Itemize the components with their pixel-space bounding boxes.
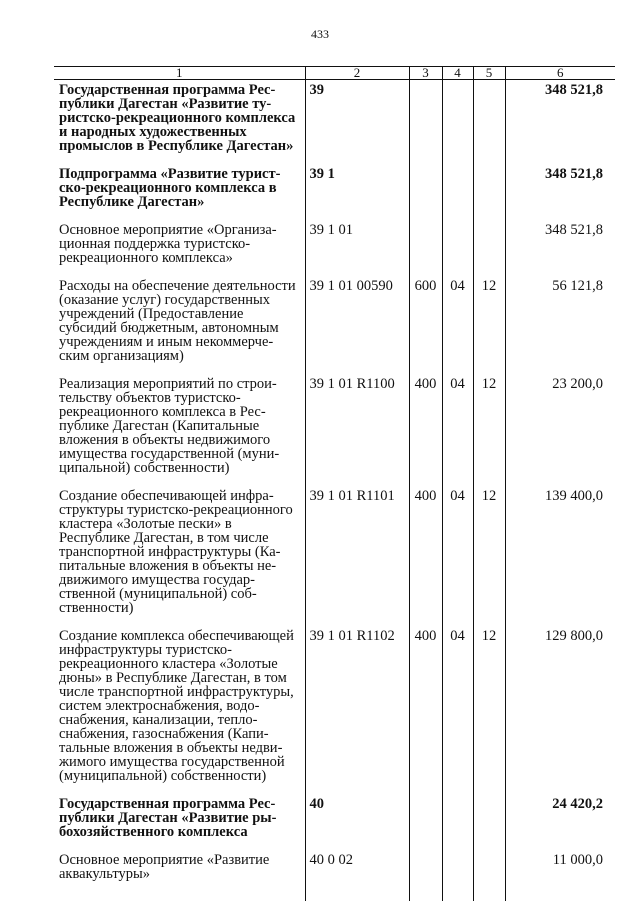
row-amount: 56 121,8 (505, 276, 615, 374)
header-row (54, 67, 615, 80)
table-row (54, 276, 615, 374)
row-code: 39 1 01 R1101 (305, 486, 409, 626)
row-section: 04 (442, 374, 473, 486)
row-subsection (473, 794, 505, 850)
row-name: Подпрограмма «Развитие туристско-рекреационного комплекса в Республике Дагестан» (59, 166, 281, 210)
row-expense-type (409, 80, 442, 165)
row-code: 40 0 02 (305, 850, 409, 901)
row-section: 04 (442, 486, 473, 626)
row-code: 40 (305, 794, 409, 850)
row-code: 39 1 01 00590 (305, 276, 409, 374)
row-section (442, 164, 473, 220)
row-amount: 23 200,0 (505, 374, 615, 486)
budget-table (54, 66, 615, 901)
row-section (442, 850, 473, 901)
row-expense-type: 400 (409, 626, 442, 794)
row-amount: 348 521,8 (505, 220, 615, 276)
row-name: Расходы на обеспечение деятельности (оказание услуг) государственных учреждений (Предоставление субсидий бюджетным, автономным учреждениям и иным некоммерческим организациям) (59, 278, 296, 364)
row-name: Основное мероприятие «Организационная поддержка туристско-рекреационного комплекса» (59, 222, 277, 266)
row-subsection: 12 (473, 374, 505, 486)
row-section (442, 80, 473, 165)
table-row (54, 486, 615, 626)
row-subsection: 12 (473, 486, 505, 626)
row-name: Основное мероприятие «Развитие аквакультуры» (59, 852, 270, 882)
row-expense-type (409, 794, 442, 850)
row-subsection (473, 850, 505, 901)
row-expense-type: 600 (409, 276, 442, 374)
row-amount: 348 521,8 (505, 164, 615, 220)
row-section (442, 794, 473, 850)
column-header-4: 4 (442, 67, 473, 80)
row-expense-type: 400 (409, 374, 442, 486)
column-header-5: 5 (473, 67, 505, 80)
row-amount: 348 521,8 (505, 80, 615, 165)
row-amount: 129 800,0 (505, 626, 615, 794)
row-amount: 11 000,0 (505, 850, 615, 901)
row-code: 39 (305, 80, 409, 165)
row-name: Создание обеспечивающей инфраструктуры туристско-рекреационного кластера «Золотые пески» в Республике Дагестан, в том числе транспортной инфраструктуры (Капитальные вложения в объекты недвижимого имущества государственной (муниципальной) собственности) (59, 488, 293, 616)
row-expense-type (409, 220, 442, 276)
row-section: 04 (442, 276, 473, 374)
column-header-6: 6 (505, 67, 615, 80)
row-subsection (473, 80, 505, 165)
table-row (54, 850, 615, 901)
row-name: Государственная программа Республики Дагестан «Развитие туристско-рекреационного комплекса и народных художественных промыслов в Республике Дагестан» (59, 82, 296, 154)
column-header-2: 2 (305, 67, 409, 80)
row-name: Реализация мероприятий по строительству объектов туристско-рекреационного комплекса в Республике Дагестан (Капитальные вложения в объекты недвижимого имущества государственной (муниципальной) собственности) (59, 376, 280, 476)
row-subsection: 12 (473, 276, 505, 374)
page-number: 433 (311, 27, 329, 41)
row-subsection (473, 164, 505, 220)
table-row (54, 164, 615, 220)
row-expense-type: 400 (409, 486, 442, 626)
table-header (54, 67, 615, 80)
row-code: 39 1 01 (305, 220, 409, 276)
row-amount: 139 400,0 (505, 486, 615, 626)
table-row (54, 220, 615, 276)
row-code: 39 1 01 R1100 (305, 374, 409, 486)
row-amount: 24 420,2 (505, 794, 615, 850)
row-section (442, 220, 473, 276)
row-code: 39 1 (305, 164, 409, 220)
row-subsection (473, 220, 505, 276)
table-row (54, 374, 615, 486)
row-expense-type (409, 850, 442, 901)
table-row (54, 794, 615, 850)
row-name: Государственная программа Республики Дагестан «Развитие рыбохозяйственного комплекса (59, 796, 277, 840)
row-section: 04 (442, 626, 473, 794)
row-code: 39 1 01 R1102 (305, 626, 409, 794)
table-body (54, 80, 615, 902)
table-row (54, 80, 615, 165)
row-subsection: 12 (473, 626, 505, 794)
row-name: Создание комплекса обеспечивающей инфраструктуры туристско-рекреационного кластера «Золотые дюны» в Республике Дагестан, в том числе транспортной инфраструктуры, систем электроснабжения, водоснабжения, канализации, теплоснабжения, газоснабжения (Капитальные вложения в объекты недвижимого имущества государственной (муниципальной) собственности) (59, 628, 294, 784)
row-expense-type (409, 164, 442, 220)
table-row (54, 626, 615, 794)
column-header-3: 3 (409, 67, 442, 80)
column-header-1: 1 (54, 67, 305, 80)
